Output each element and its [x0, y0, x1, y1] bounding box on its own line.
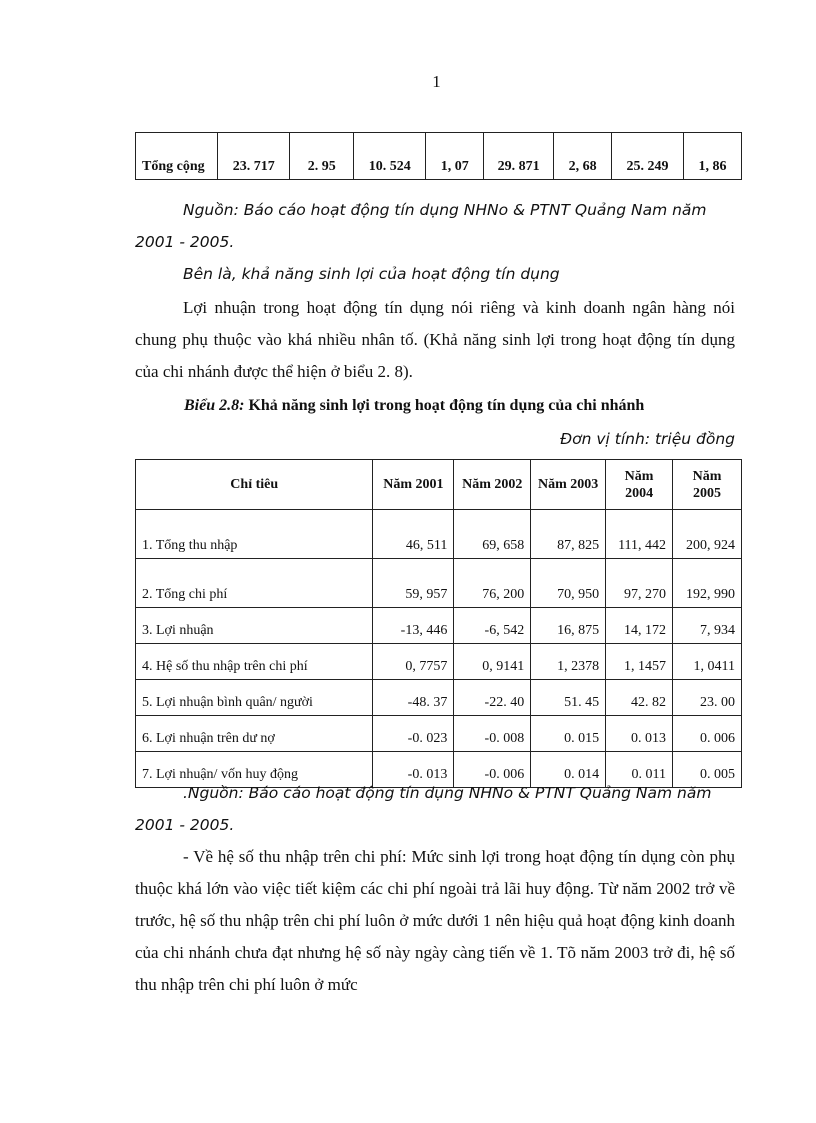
table-cell: 111, 442 [606, 510, 673, 559]
table-cell: -22. 40 [454, 680, 531, 716]
table-cell: 14, 172 [606, 608, 673, 644]
table-cell: 29. 871 [484, 133, 554, 180]
paragraph-2: - Về hệ số thu nhập trên chi phí: Mức sinh lợi trong hoạt động tín dụng còn phụ thuộc khá lớn vào việc tiết kiệm các chi phí ngoài trả lãi huy động. Từ năm 2002 trở về trước, hệ số thu nhập trên chi phí luôn ở mức dưới 1 nên hiệu quả hoạt động kinh doanh của chi nhánh chưa đạt nhưng hệ số này ngày càng tiến về 1. Tõ năm 2003 trở đi, hệ số thu nhập trên chi phí luôn ở mức [135, 847, 735, 994]
table-cell: 51. 45 [531, 680, 606, 716]
source-note-1: Nguồn: Báo cáo hoạt động tín dụng NHNo & PTNT Quảng Nam năm 2001 - 2005. [135, 201, 707, 251]
table-cell: 0, 7757 [373, 644, 454, 680]
table-row [136, 608, 742, 644]
row-label: Tổng cộng [136, 133, 218, 180]
table-cell: 46, 511 [373, 510, 454, 559]
source-note-2: .Nguồn: Báo cáo hoạt động tín dụng NHNo & PTNT Quảng Nam năm 2001 - 2005. [135, 784, 712, 834]
table-row [136, 716, 742, 752]
table-cell: 1, 86 [684, 133, 742, 180]
table-cell: 7, 934 [673, 608, 742, 644]
table-cell: -48. 37 [373, 680, 454, 716]
table-cell: 10. 524 [354, 133, 426, 180]
header-cell: Năm 2002 [454, 460, 531, 510]
table-cell: 70, 950 [531, 559, 606, 608]
table-cell: 0. 015 [531, 716, 606, 752]
header-cell: Năm 2004 [606, 460, 673, 510]
table-row [136, 133, 742, 180]
table-cell: -13, 446 [373, 608, 454, 644]
table-cell: 25. 249 [612, 133, 684, 180]
unit-label: Đơn vị tính: triệu đồng [560, 430, 735, 448]
paragraph-1: Lợi nhuận trong hoạt động tín dụng nói riêng và kinh doanh ngân hàng nói chung phụ thuộc vào khá nhiều nhân tố. (Khả năng sinh lợi trong hoạt động tín dụng của chi nhánh được thể hiện ở biểu 2. 8). [135, 298, 735, 381]
header-row [136, 460, 742, 510]
table-row [136, 680, 742, 716]
table-cell: 42. 82 [606, 680, 673, 716]
table-cell: 1, 0411 [673, 644, 742, 680]
table-cell: 0. 005 [673, 752, 742, 788]
table-cell: 0. 011 [606, 752, 673, 788]
table-cell: -0. 008 [454, 716, 531, 752]
row-label: 5. Lợi nhuận bình quân/ người [136, 680, 373, 716]
row-label: 6. Lợi nhuận trên dư nợ [136, 716, 373, 752]
profitability-table [135, 459, 742, 788]
subheading: Bên là, khả năng sinh lợi của hoạt động tín dụng [183, 265, 560, 283]
caption-title: Khả năng sinh lợi trong hoạt động tín dụng của chi nhánh [244, 397, 645, 414]
row-label: 4. Hệ số thu nhập trên chi phí [136, 644, 373, 680]
table-cell: -0. 023 [373, 716, 454, 752]
table-cell: 16, 875 [531, 608, 606, 644]
summary-table [135, 132, 742, 180]
table-cell: -6, 542 [454, 608, 531, 644]
header-cell: Năm 2001 [373, 460, 454, 510]
table-cell: 0, 9141 [454, 644, 531, 680]
header-cell: Chỉ tiêu [136, 460, 373, 510]
table-cell: 2, 68 [554, 133, 612, 180]
table-cell: 1, 1457 [606, 644, 673, 680]
table-cell: 0. 006 [673, 716, 742, 752]
table-cell: 0. 014 [531, 752, 606, 788]
table-cell: 2. 95 [290, 133, 354, 180]
table-cell: 1, 07 [426, 133, 484, 180]
table-cell: 87, 825 [531, 510, 606, 559]
table-cell: 69, 658 [454, 510, 531, 559]
header-cell: Năm 2005 [673, 460, 742, 510]
table-row [136, 510, 742, 559]
table-cell: 59, 957 [373, 559, 454, 608]
table-cell: 23. 717 [218, 133, 290, 180]
table-cell: 1, 2378 [531, 644, 606, 680]
table-cell: 0. 013 [606, 716, 673, 752]
table-cell: 23. 00 [673, 680, 742, 716]
table-cell: 200, 924 [673, 510, 742, 559]
table-row [136, 644, 742, 680]
caption-prefix: Biểu 2.8: [184, 397, 245, 414]
row-label: 2. Tổng chi phí [136, 559, 373, 608]
table-row [136, 559, 742, 608]
row-label: 7. Lợi nhuận/ vốn huy động [136, 752, 373, 788]
row-label: 1. Tổng thu nhập [136, 510, 373, 559]
table-cell: 97, 270 [606, 559, 673, 608]
table-caption [184, 390, 744, 422]
table-cell: -0. 013 [373, 752, 454, 788]
page-number: 1 [432, 72, 441, 91]
table-cell: 192, 990 [673, 559, 742, 608]
table-cell: 76, 200 [454, 559, 531, 608]
table-cell: -0. 006 [454, 752, 531, 788]
header-cell: Năm 2003 [531, 460, 606, 510]
row-label: 3. Lợi nhuận [136, 608, 373, 644]
